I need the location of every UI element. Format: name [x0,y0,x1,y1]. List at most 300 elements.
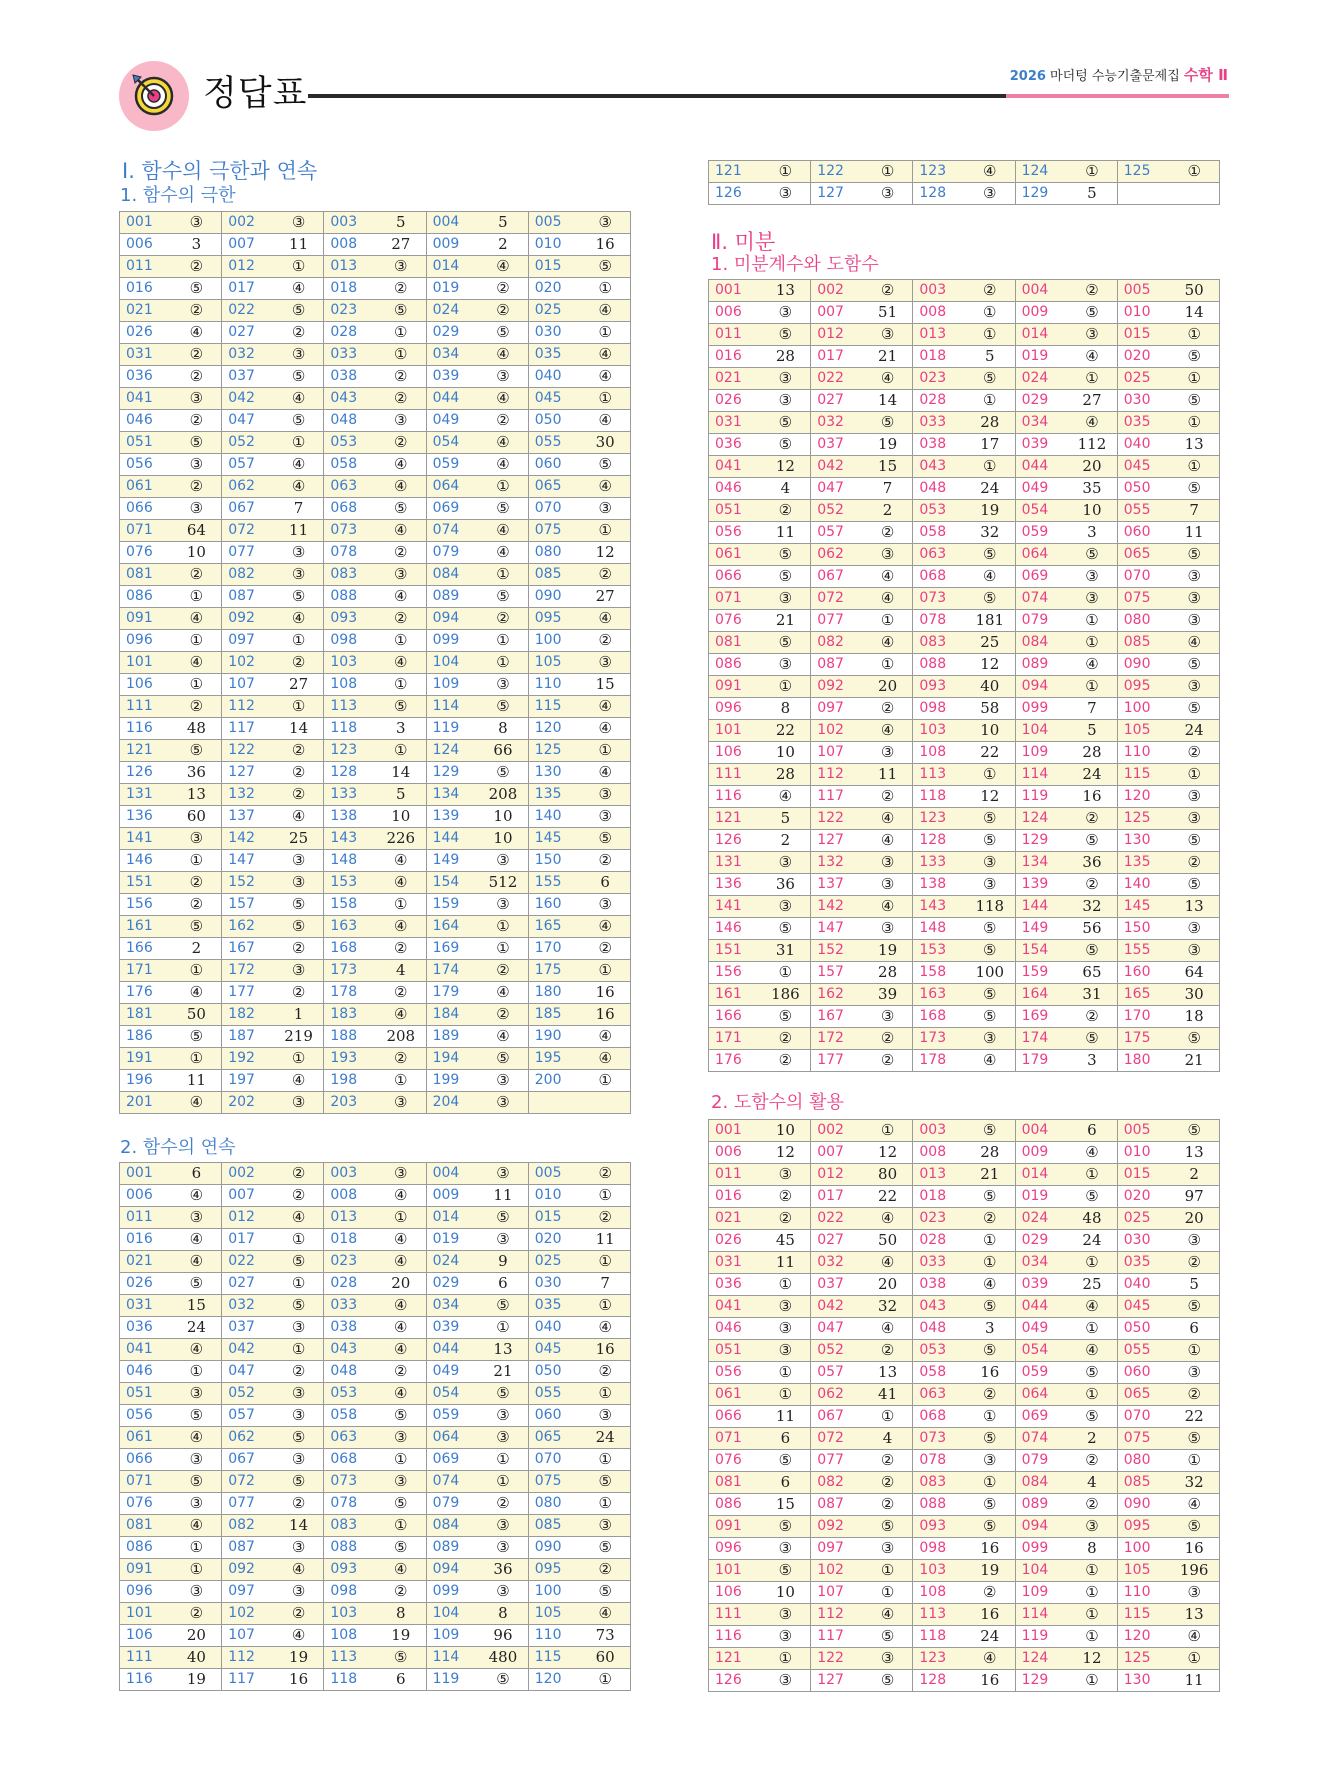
question-number: 053 [324,432,376,454]
answer-value: ⑤ [1169,346,1219,368]
answer-value: ④ [172,1427,222,1449]
question-number: 057 [811,522,863,544]
question-number: 065 [1117,544,1169,566]
question-number: 129 [1015,183,1067,205]
question-number: 105 [1117,1560,1169,1582]
question-number: 016 [120,1229,172,1251]
question-number: 133 [324,784,376,806]
question-number: 021 [120,1251,172,1273]
table-row [709,566,1220,588]
question-number: 175 [1117,1028,1169,1050]
answer-value: 65 [1067,962,1117,984]
answer-value: 20 [863,1274,913,1296]
question-number: 088 [913,1494,965,1516]
answer-value: ③ [580,894,630,916]
question-number: 151 [709,940,761,962]
question-number: 104 [1015,1560,1067,1582]
question-number: 115 [528,1647,580,1669]
answer-value: ① [1067,368,1117,390]
question-number: 171 [120,960,172,982]
answer-value: 5 [1169,1274,1219,1296]
question-number: 002 [222,212,274,234]
answer-value: 35 [1067,478,1117,500]
answer-value: ① [478,1317,528,1339]
answer-value: ② [376,542,426,564]
question-number: 132 [811,852,863,874]
answer-value: ③ [580,1515,630,1537]
answer-value: ⑤ [965,940,1015,962]
answer-value: 21 [478,1361,528,1383]
question-number: 060 [1117,1362,1169,1384]
answer-value: 32 [863,1296,913,1318]
question-number: 100 [528,630,580,652]
table-row [709,412,1220,434]
question-number: 071 [709,588,761,610]
question-number: 126 [120,762,172,784]
answer-value: 3 [1067,522,1117,544]
answer-value: 45 [761,1230,811,1252]
question-number: 071 [709,1428,761,1450]
answer-value: ① [580,520,630,542]
answer-value: ③ [1067,566,1117,588]
answer-value: ② [376,278,426,300]
answer-value: 10 [761,1582,811,1604]
question-number: 041 [709,1296,761,1318]
answer-value: 16 [580,1004,630,1026]
answer-value: ① [478,652,528,674]
question-number: 029 [426,322,478,344]
answer-value: ② [274,1603,324,1625]
question-number: 028 [324,1273,376,1295]
table-row [120,476,631,498]
answer-value: 22 [863,1186,913,1208]
answer-value: ① [1169,161,1219,183]
question-number: 093 [913,676,965,698]
answer-value: ① [172,1361,222,1383]
answer-value: ② [172,476,222,498]
answer-value: ③ [965,874,1015,896]
answer-value: ③ [1169,1230,1219,1252]
question-number: 021 [709,1208,761,1230]
question-number: 073 [324,1471,376,1493]
question-number: 138 [913,874,965,896]
question-number: 012 [811,324,863,346]
question-number: 067 [811,1406,863,1428]
question-number: 083 [913,1472,965,1494]
answer-value: ⑤ [965,808,1015,830]
answer-value: 21 [1169,1050,1219,1072]
answer-value: ④ [376,1004,426,1026]
question-number: 085 [528,1515,580,1537]
question-number: 108 [324,674,376,696]
question-number: 053 [324,1383,376,1405]
answer-value: 14 [1169,302,1219,324]
question-number: 052 [222,1383,274,1405]
answer-value: 13 [761,280,811,302]
table-row [120,1625,631,1647]
question-number: 189 [426,1026,478,1048]
question-number: 080 [1117,1450,1169,1472]
question-number: 061 [709,544,761,566]
table-row [120,894,631,916]
answer-value: ⑤ [1169,1516,1219,1538]
question-number: 033 [324,344,376,366]
answer-value: ④ [274,806,324,828]
answer-value: 28 [761,764,811,786]
answer-value: 181 [965,610,1015,632]
answer-value: ② [1067,1006,1117,1028]
answer-value: ③ [863,742,913,764]
question-number: 056 [120,1405,172,1427]
answer-value: ③ [478,674,528,696]
answer-value: ④ [965,1648,1015,1670]
answer-value: ⑤ [274,1251,324,1273]
answer-value: ③ [274,872,324,894]
question-number: 120 [1117,786,1169,808]
question-number: 026 [709,1230,761,1252]
table-row [709,1006,1220,1028]
answer-value: ③ [172,1207,222,1229]
question-number: 032 [222,344,274,366]
question-number: 203 [324,1092,376,1114]
question-number: 026 [709,390,761,412]
question-number: 163 [324,916,376,938]
question-number: 019 [1015,346,1067,368]
answer-value: 21 [761,610,811,632]
answer-value: ⑤ [376,696,426,718]
answer-value: 2 [478,234,528,256]
answer-value: ① [274,432,324,454]
question-number: 146 [120,850,172,872]
question-number: 125 [528,740,580,762]
answer-value: ④ [478,1026,528,1048]
answer-value: 13 [1169,434,1219,456]
question-number: 127 [811,830,863,852]
answer-value: ① [274,1048,324,1070]
answer-value: ② [863,1472,913,1494]
answer-value: 60 [172,806,222,828]
answer-value: ④ [172,652,222,674]
answer-value: ① [172,1537,222,1559]
question-number: 047 [811,478,863,500]
question-number: 113 [913,764,965,786]
answer-value: ② [580,1361,630,1383]
question-number: 137 [811,874,863,896]
answer-value: ⑤ [965,1296,1015,1318]
question-number: 089 [1015,654,1067,676]
answer-value: ④ [580,762,630,784]
answer-value: 24 [1067,1230,1117,1252]
answer-value: ① [274,256,324,278]
question-number: 186 [120,1026,172,1048]
question-number: 060 [528,454,580,476]
question-number: 066 [120,1449,172,1471]
answer-value: ① [965,1252,1015,1274]
question-number: 026 [120,1273,172,1295]
table-row [709,632,1220,654]
question-number: 036 [120,1317,172,1339]
answer-value: ③ [478,366,528,388]
table-row [120,322,631,344]
answer-value: 12 [965,654,1015,676]
question-number: 016 [709,1186,761,1208]
answer-value: ⑤ [1169,390,1219,412]
table-row [709,764,1220,786]
question-number: 113 [913,1604,965,1626]
answer-value: 25 [274,828,324,850]
answer-value: ① [863,1120,913,1142]
answer-value: ③ [1169,610,1219,632]
question-number: 129 [1015,1670,1067,1692]
question-number: 032 [222,1295,274,1317]
answer-value: ① [965,764,1015,786]
question-number: 097 [811,1538,863,1560]
question-number: 158 [913,962,965,984]
answer-value: ⑤ [965,918,1015,940]
answer-value: ② [274,1361,324,1383]
question-number: 008 [324,234,376,256]
table-row [709,1318,1220,1340]
answer-value: ④ [376,1185,426,1207]
answer-value: ⑤ [1169,1428,1219,1450]
answer-value: ③ [761,1604,811,1626]
question-number: 087 [811,654,863,676]
answer-value: ③ [761,1670,811,1692]
question-number: 075 [1117,1428,1169,1450]
question-number: 008 [324,1185,376,1207]
answer-value: 28 [965,1142,1015,1164]
question-number: 076 [709,610,761,632]
question-number: 045 [1117,456,1169,478]
header-rule-accent [1006,94,1229,98]
answer-value: 10 [761,742,811,764]
question-number: 145 [1117,896,1169,918]
question-number: 024 [1015,1208,1067,1230]
question-number: 030 [1117,1230,1169,1252]
question-number: 188 [324,1026,376,1048]
answer-value: ③ [172,1449,222,1471]
question-number: 191 [120,1048,172,1070]
answer-value: ③ [761,368,811,390]
answer-value: 2 [1169,1164,1219,1186]
answer-value: ④ [580,696,630,718]
table-row [709,500,1220,522]
table-row [709,654,1220,676]
question-number: 008 [913,302,965,324]
question-number: 127 [811,183,863,205]
question-number: 015 [528,256,580,278]
answer-value: ① [376,1070,426,1092]
answer-value: ① [172,586,222,608]
answer-value: 19 [172,1669,222,1691]
question-number: 092 [222,608,274,630]
question-number: 018 [913,346,965,368]
question-number: 033 [324,1295,376,1317]
question-number: 091 [709,1516,761,1538]
answer-value: 24 [1169,720,1219,742]
question-number: 069 [1015,566,1067,588]
answer-value: 19 [274,1647,324,1669]
answer-value: 112 [1067,434,1117,456]
answer-value: 28 [863,962,913,984]
answer-value: 8 [478,1603,528,1625]
question-number: 070 [528,1449,580,1471]
question-number: 104 [426,652,478,674]
table-row [120,784,631,806]
answer-value: ④ [1067,654,1117,676]
answer-value: 19 [965,500,1015,522]
question-number: 085 [528,564,580,586]
question-number: 016 [709,346,761,368]
table-row [709,1186,1220,1208]
question-number: 068 [913,1406,965,1428]
answer-value: ④ [478,520,528,542]
question-number: 057 [811,1362,863,1384]
answer-value: ⑤ [172,740,222,762]
answer-value: 5 [376,212,426,234]
answer-value: ⑤ [274,300,324,322]
question-number: 086 [709,654,761,676]
answer-value: ④ [376,586,426,608]
question-number: 161 [120,916,172,938]
table-row [120,1026,631,1048]
question-number: 077 [811,610,863,632]
question-number: 079 [1015,1450,1067,1472]
question-number: 007 [222,1185,274,1207]
answer-value: ③ [863,852,913,874]
question-number: 010 [528,1185,580,1207]
question-number: 096 [120,1581,172,1603]
answer-value: ⑤ [1067,302,1117,324]
question-number: 169 [426,938,478,960]
answer-value: 512 [478,872,528,894]
answer-value: 32 [1067,896,1117,918]
answer-value: ⑤ [1067,1186,1117,1208]
answer-value: ① [478,1449,528,1471]
section-title: 1. 함수의 극한 [120,185,236,206]
question-number: 115 [1117,1604,1169,1626]
answer-value: ① [580,1493,630,1515]
answer-value: ⑤ [172,432,222,454]
answer-value: ③ [580,806,630,828]
question-number: 070 [528,498,580,520]
answer-value: ① [1067,1560,1117,1582]
answer-value: ③ [580,1405,630,1427]
question-number: 006 [709,302,761,324]
answer-value: 2 [1067,1428,1117,1450]
answer-value: ② [965,1208,1015,1230]
section-title: 2. 함수의 연속 [120,1137,236,1158]
question-number: 086 [120,1537,172,1559]
answer-value: 11 [761,1406,811,1428]
question-number: 082 [811,632,863,654]
question-number: 091 [120,1559,172,1581]
table-row [709,698,1220,720]
question-number: 098 [324,630,376,652]
question-number: 134 [1015,852,1067,874]
question-number [528,1092,580,1114]
answer-value: 6 [1067,1120,1117,1142]
table-row [709,610,1220,632]
answer-value: ② [580,1163,630,1185]
question-number: 061 [120,476,172,498]
answer-value: ④ [580,344,630,366]
question-number: 015 [528,1207,580,1229]
question-number: 061 [120,1427,172,1449]
answer-value: ① [478,916,528,938]
table-row [120,696,631,718]
question-number: 106 [709,1582,761,1604]
answer-value: ③ [863,183,913,205]
answer-value: 15 [580,674,630,696]
answer-value: ① [580,1669,630,1691]
table-row [120,300,631,322]
question-number: 138 [324,806,376,828]
answer-value: ① [761,1384,811,1406]
question-number: 123 [324,740,376,762]
answer-value: ⑤ [965,1516,1015,1538]
question-number: 087 [222,1537,274,1559]
answer-value: ② [478,960,528,982]
answer-value: ⑤ [863,1670,913,1692]
answer-value: 25 [1067,1274,1117,1296]
answer-value: ④ [1169,1494,1219,1516]
answer-value: ④ [1169,1626,1219,1648]
question-number: 088 [913,654,965,676]
question-number: 125 [1117,161,1169,183]
answer-value: 19 [863,940,913,962]
answer-value: ② [172,872,222,894]
answer-value: ① [1067,1318,1117,1340]
answer-value: ④ [274,278,324,300]
answer-value: ① [965,302,1015,324]
answer-value: 3 [172,234,222,256]
question-number: 090 [528,586,580,608]
answer-value: ④ [376,454,426,476]
question-number: 190 [528,1026,580,1048]
answer-value: ④ [863,720,913,742]
answer-value: ⑤ [965,1120,1015,1142]
question-number: 128 [913,830,965,852]
answer-value: ④ [274,476,324,498]
question-number: 066 [709,1406,761,1428]
answer-value: ③ [580,784,630,806]
answer-value: 31 [1067,984,1117,1006]
answer-value: ② [376,608,426,630]
answer-value: 12 [580,542,630,564]
answer-value: ③ [274,1405,324,1427]
question-number: 145 [528,828,580,850]
question-number: 005 [1117,1120,1169,1142]
question-number: 076 [709,1450,761,1472]
question-number: 102 [222,1603,274,1625]
answer-value: ③ [478,1427,528,1449]
question-number: 090 [1117,654,1169,676]
question-number: 040 [1117,1274,1169,1296]
question-number: 177 [811,1050,863,1072]
answer-value: ② [478,410,528,432]
answer-value: ① [580,960,630,982]
question-number: 042 [811,1296,863,1318]
question-number: 084 [426,564,478,586]
section-title: 1. 미분계수와 도함수 [711,254,879,275]
answer-value: ② [1169,852,1219,874]
question-number: 126 [709,1670,761,1692]
answer-value: ② [172,1603,222,1625]
answer-value: 6 [761,1472,811,1494]
question-number: 067 [222,498,274,520]
question-number: 056 [709,1362,761,1384]
